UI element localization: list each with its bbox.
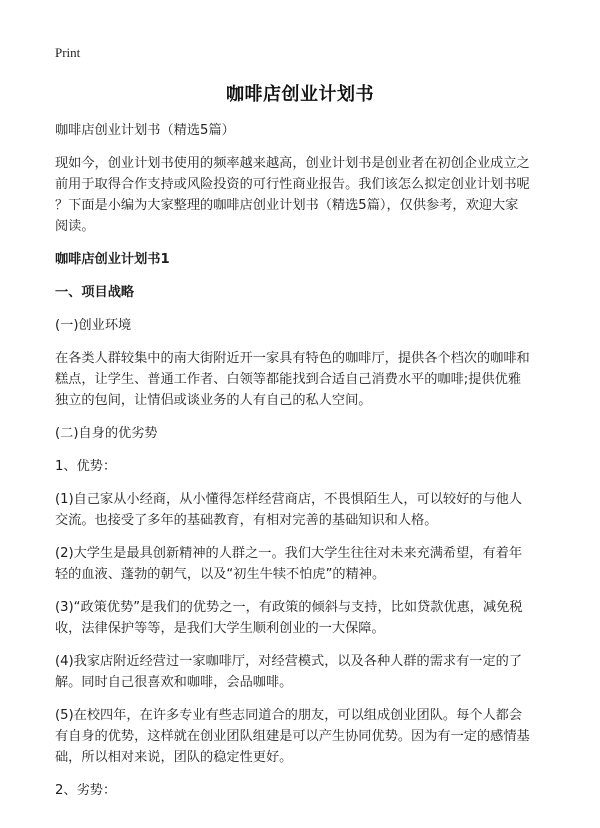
paragraph: (5)在校四年，在许多专业有些志同道合的朋友，可以组成创业团队。每个人都会 有自身的优势，这样就在创业团队组建是可以产生协同优势。因为有一定的感情基 础，所以相对来说，团队的稳定性更好。 [55,708,530,765]
section-heading: 咖啡店创业计划书1 [55,252,170,267]
print-label: Print [55,45,81,60]
paragraph: 1、优势： [55,459,117,474]
paragraph: (1)自己家从小经商，从小懂得怎样经营商店，不畏惧陌生人，可以较好的与他人 交流。也接受了多年的基础教育，有相对完善的基础知识和人格。 [55,492,523,528]
document-body [55,120,555,813]
paragraph: 咖啡店创业计划书（精选5篇） [55,123,235,138]
paragraph: 2、劣势： [55,783,117,798]
paragraph: (2)大学生是最具创新精神的人群之一。我们大学生往往对未来充满希望，有着年 轻的血液、蓬勃的朝气，以及“初生牛犊不怕虎”的精神。 [55,546,523,582]
paragraph: (3)“政策优势”是我们的优势之一，有政策的倾斜与支持，比如贷款优惠，减免税 收，法律保护等等，是我们大学生顺利创业的一大保障。 [55,600,523,636]
page-title: 咖啡店创业计划书 [226,84,374,105]
paragraph: (4)我家店附近经营过一家咖啡厅，对经营模式，以及各种人群的需求有一定的了 解。同时自己很喜欢和咖啡，会品咖啡。 [55,654,523,690]
paragraph: 现如今，创业计划书使用的频率越来越高，创业计划书是创业者在初创企业成立之 前用于取得合作支持或风险投资的可行性商业报告。我们该怎么拟定创业计划书呢 ？下面是小编为大家整理的咖啡店创业计划书（精选5篇），仅供参考，欢迎大家 阅读。 [55,156,530,234]
paragraph: 在各类人群较集中的南大街附近开一家具有特色的咖啡厅，提供各个档次的咖啡和 糕点，让学生、普通工作者、白领等都能找到合适自己消费水平的咖啡;提供优雅 独立的包间，让情侣或谈业务的人有自己的私人空间。 [55,351,530,408]
paragraph: (二)自身的优劣势 [55,426,158,441]
paragraph: (一)创业环境 [55,318,132,333]
section-heading: 一、项目战略 [55,285,135,300]
